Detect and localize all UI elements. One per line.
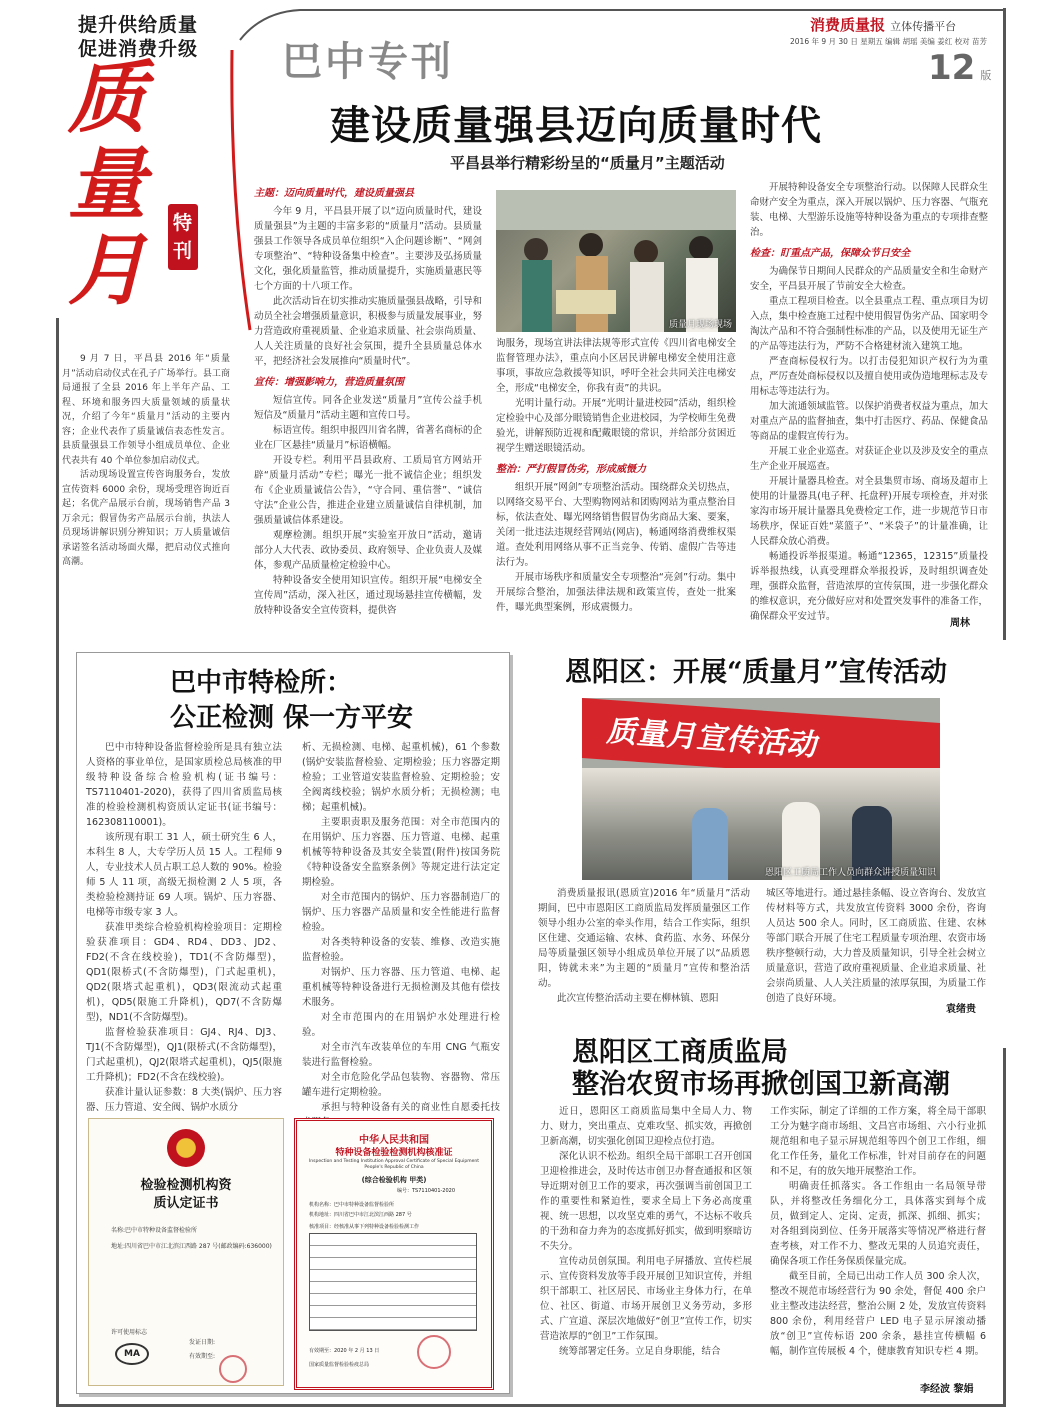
cert1-title: 检验检测机构资质认定证书	[140, 1178, 232, 1211]
enyang2-title-1: 恩阳区工商质监局	[572, 1037, 788, 1068]
bazhong-c1-para-4: 监督检验获准项目：GJ4、RJ4、DJ3、TJ1(不含防爆型)，QJ1(限桥式(不含防爆型)，门式起重机)，QJ2(限塔式起重机)，QJ5(限施工升降机)；FD2(不含在线校验)。	[86, 1027, 282, 1083]
section-head-publicity: 宣传：增强影响力，营造质量氛围	[254, 377, 404, 388]
sec1-para-2: 此次活动旨在切实推动实施质量强县战略，引导和动员全社会增强质量意识，积极参与质量发展事业，努力营造政府重视质量、企业追求质量、社会崇尚质量、人人关注质量的良好社会氛围，提升全县质量总体水平，把经济社会发展推向“质量时代”。	[254, 296, 483, 367]
cert1-line-1: 名称:巴中市特种设备监督检验所	[111, 1227, 198, 1234]
lead-intro-para-1: 9 月 7 日，平昌县 2016 年“质量月”活动启动仪式在孔子广场举行。县工商局通报了全县 2016 年上半年产品、工程、环境和服务四大质量领域的质量状况，介绍了今年“质量月”活动的主要内容；企业代表作了质量诚信表态性发言。县质量强县工作领导小组成员单位、企业代表共有 40 个单位参加启动仪式。	[62, 354, 230, 466]
sec1-para-1: 今年 9 月，平昌县开展了以“迈向质量时代，建设质量强县”为主题的丰富多彩的“质量月”活动。县质量强县工作领导各成员单位组织“入企问题诊断”、“网剑专项整治”、“特种设备集中检查”。主要涉及弘扬质量文化，强化质量监管，推动质量提升，实施质量惠民等七个方面的十八项工作。	[254, 206, 483, 292]
col3-para-1: 询服务，现场宣讲法律法规等形式宣传《四川省电梯安全监督管理办法》，重点向小区居民讲解电梯安全使用注意事项，事故应急救援等知识，呼吁全社会共同关注电梯安全，形成“电梯安全，你我有责”的共识。	[496, 338, 736, 394]
cma-mark-text: MA	[124, 1349, 140, 1359]
enyang2-c1-para-3: 宣传动员创氛围。利用电子屏播放、宣传栏展示、宣传资料发放等手段开展创卫知识宣传，并组织干部职工、社区居民、市场业主身体力行，在单位、社区、街道、市场开展创卫义务劳动，多形式、广宣道、深层次地做好“创卫”宣传工作，切实营造浓厚的“创卫”工作氛围。	[540, 1256, 752, 1342]
enyang-photo-caption: 恩阳区工质局工作人员向群众讲授质量知识	[764, 868, 936, 878]
bazhong-c1-para-1: 巴中市特种设备监督检验所是具有独立法人资格的事业单位，是国家质检总局核准的甲级特种设备综合检验机构(证书编号：TS7110401-2020)，获得了四川省质监局核准的检验检测机构资质认定证书(证书编号：162308110001)。	[86, 742, 282, 828]
cert2-line-1: 机构名称：巴中市特种设备监督检验所	[309, 1202, 395, 1208]
sec2-para-1: 短信宣传。同各企业发送“质量月”宣传公益手机短信及“质量月”活动主题和宣传口号。	[254, 395, 482, 421]
enyang-column-1	[538, 886, 750, 1014]
sec2-para-5: 特种设备安全使用知识宣传。组织开展“电梯安全宣传周”活动，深入社区，通过现场悬挂宣传横幅，发放特种设备安全宣传资料，提供咨	[254, 575, 482, 616]
person-blue-shirt	[692, 808, 728, 880]
cert2-line-4: 有效期至：2020 年 2 月 13 日	[309, 1348, 380, 1354]
enyang-photo	[582, 698, 940, 880]
sec4-para-5: 开展工业企业巡查。对获证企业以及涉及安全的重点生产企业开展巡查。	[750, 446, 988, 472]
enyang-banner-text: 质量月宣传活动	[606, 713, 816, 764]
right-border-line	[1003, 1048, 1006, 1406]
lead-photo	[496, 190, 736, 332]
enyang2-c2-para-3: 截至目前，全局已出动工作人员 300 余人次，整改不规范市场经营行为 90 余处，督促 400 余户业主整改违法经营，整治公厕 2 处，发放宣传资料 800 余份，利用经营户 LED 电子显示屏滚动播放“创卫”宣传标语 200 余条，悬挂宣传横幅 6 幅，制作宣传展板 4 个，健康教育知识专栏 4 期。	[770, 1271, 986, 1357]
bazhong-c2-para-7: 对全市汽车改装单位的车用 CNG 气瓶安装进行监督检验。	[302, 1042, 500, 1068]
lead-intro-para-2: 活动现场设置宣传咨询服务台，发放宣传资料 6000 余份，现场受理咨询近百起；名优产品展示台前，现场销售产品 3 万余元；假冒伪劣产品展示台前，执法人员现场讲解识别分辨知识；万人质量诚信承诺签名活动场面火爆，把启动仪式推向高潮。	[62, 470, 230, 567]
lead-column-2	[496, 336, 736, 628]
cma-mark	[115, 1343, 149, 1365]
cert1-line-5: 有效期至:	[189, 1353, 216, 1360]
enyang2-author: 李经波 黎娟	[920, 1384, 974, 1395]
page-number-unit: 版	[980, 69, 992, 82]
enyang-c2-para-1: 城区等地进行。通过悬挂条幅、设立咨询台、发放宣传材料等方式，共发放宣传资料 3000 余份，咨询人员达 500 余人。同时，区工商质监、住建、农林等部门联合开展了住宅工程质量专项治理、农资市场秩序整顿行动，大力普及质量知识，引导全社会树立质量意识，营造了政府重视质量、企业追求质量、社会崇尚质量、人人关注质量的浓厚氛围，为质量工作创造了良好环境。	[766, 888, 986, 1004]
page-number-value: 12	[928, 48, 976, 88]
sec4-para-3: 严查商标侵权行为。以打击侵犯知识产权行为为重点，严厉查处商标侵权以及擅自使用或伪造地理标志及专用标志等违法行为。	[750, 356, 988, 397]
section-head-inspect: 检查：盯重点产品，保障众节日安全	[750, 248, 910, 259]
enyang2-title-2: 整治农贸市场再掀创国卫新高潮	[572, 1069, 950, 1100]
sec4-para-2: 重点工程项目检查。以全县重点工程、重点项目为切入点，集中检查施工过程中使用假冒伪劣产品、国家明令淘汰产品和不符合强制性标准的产品，以及使用无证生产的产品等违法行为，严防不合格建材流入建筑工地。	[750, 296, 988, 352]
sec2-para-2: 标语宣传。组织申报四川省名牌，省著名商标的企业在厂区悬挂“质量月”标语横幅。	[254, 425, 483, 451]
bazhong-column-1	[86, 740, 282, 1112]
bazhong-title-1: 巴中市特检所：	[170, 668, 353, 698]
cert2-line-5: 国家质量监督检验检疫总局	[309, 1362, 370, 1368]
special-issue-text: 特刊	[173, 212, 193, 262]
lead-column-1	[254, 180, 482, 628]
cert2-type: (综合检验机构 甲类)	[361, 1176, 427, 1184]
national-emblem-icon	[167, 1129, 205, 1167]
bazhong-c1-para-5: 获准计量认证参数：8 大类(锅炉、压力容器、压力管道、安全阀、锅炉水质分	[86, 1087, 282, 1113]
bazhong-c1-para-2: 该所现有职工 31 人，硕士研究生 6 人，本科生 8 人，大专学历人员 15 人。工程师 9 人，专业技术人员占职工总人数的 90%。检验师 5 人 11 项，高级无损检测 2 人 5 项，各类检验检测持证 69 人项。锅炉、压力容器、电梯等市级专家 3 人。	[86, 832, 282, 918]
lead-article-subtitle: 平昌县举行精彩纷呈的“质量月”主题活动	[450, 154, 725, 172]
enyang-c1-para-2: 此次宣传整治活动主要在柳林镇、恩阳	[557, 993, 719, 1004]
sec4-para-6: 开展计量器具检查。对全县集贸市场、商场及超市上使用的计量器具(电子秤、托盘秤)开展专项检查，并对张家沟市场开展计量器具免费检定工作，进一步规范节日市场秩序，保证百姓“菜篮子”、“米袋子”的计量准确，让人民群众放心消费。	[750, 476, 988, 547]
sec3-para-2: 开展市场秩序和质量安全专项整治“亮剑”行动。集中开展综合整治，加强法律法规和政策宣传，查处一批案件，曝光典型案例，形成震慑力。	[496, 572, 736, 613]
slogan-line-1: 提升供给质量	[78, 14, 199, 36]
enyang2-column-1	[540, 1104, 752, 1394]
sec3-para-1: 组织开展“网剑”专项整治活动。围绕群众关切热点，以网络交易平台、大型购物网站和团购网站为重点整治目标，依法查处、曝光网络销售假冒伪劣商品大案、要案，关闭一批违法违规经营网站(网店)，畅通网络消费维权渠道。查处利用网络从事不正当竞争、传销、虚假广告等违法行为。	[496, 482, 736, 568]
bazhong-c2-para-4: 对各类特种设备的安装、维修、改造实施监督检验。	[302, 937, 500, 963]
cert2-table	[309, 1233, 477, 1331]
left-border-line	[56, 318, 59, 1406]
enyang-column-2	[766, 886, 986, 1004]
logo-quality-month: 质量月	[68, 53, 147, 316]
bottom-border-line	[56, 1404, 1006, 1407]
bazhong-column-2	[302, 740, 500, 1112]
enyang2-c1-para-2: 深化认识不松劲。组织全局干部职工召开创国卫迎检推进会，及时传达市创卫办督查通报和区领导近期对创卫工作的要求，再次强调当前创国卫工作的重要性和紧迫性，要求全局上下务必高度重视、统一思想，以攻坚克难的勇气，不达标不收兵的干劲和奋力奔为的态度抓好抓实，做到明察暗访不失分。	[540, 1151, 752, 1252]
cert1-line-2: 地址:四川省巴中市江北滨江西路 287 号(邮政编码:636000)	[111, 1243, 272, 1250]
lead-photo-caption: 质量月现场现场	[668, 320, 732, 330]
brand-suffix: 立体传播平台	[890, 20, 957, 33]
bazhong-c2-para-9: 承担与特种设备有关的商业性自愿委托技	[321, 1102, 500, 1113]
certificate-approval	[294, 1118, 494, 1390]
bazhong-c2-para-1: 析、无损检测、电梯、起重机械)，61 个参数(锅炉安装监督检验、定期检验；压力容器定期检验；工业管道安装监督检验、定期检验；安全阀离线校验；锅炉水质分析；无损检测；电梯；起重机械)。	[302, 742, 500, 813]
cert2-title-2: 特种设备检验检测机构核准证	[335, 1148, 453, 1158]
enyang2-c1-para-4: 统筹部署定任务。立足自身职能，结合	[559, 1346, 721, 1357]
lead-author: 周林	[950, 618, 970, 629]
sec4-para-4: 加大流通领域监管。以保护消费者权益为重点，加大对重点产品的监督抽查，集中打击医疗、药品、保健食品等商品的虚假宣传行为。	[750, 401, 988, 442]
cert1-line-4: 发证日期:	[189, 1339, 216, 1346]
brand-name	[810, 14, 956, 35]
slogan-line-2: 促进消费升级	[78, 38, 199, 60]
bazhong-c2-para-5: 对锅炉、压力容器、压力管道、电梯、起重机械等特种设备进行无损检测及其他有偿技术服务。	[302, 967, 500, 1008]
crowd-illustration	[496, 190, 736, 332]
brand-title: 消费质量报	[810, 16, 886, 34]
enyang-author: 袁绪贵	[946, 1004, 976, 1015]
cert2-number: 编号：TS7110401-2020	[397, 1188, 456, 1194]
cert2-title-1: 中华人民共和国	[359, 1135, 429, 1146]
certificate-accreditation	[88, 1118, 284, 1386]
lead-intro	[62, 352, 230, 602]
enyang2-c2-para-2: 明确责任抓落实。各工作组由一名局领导带队，并将整改任务细化分工，具体落实到每个成员，做到定人、定岗、定责，抓深、抓细、抓实；对各组到岗到位、任务开展落实等情况严格进行督查考核，对工作不力、整改无果的人员追究责任，确保各项工作任务保质保量完成。	[770, 1181, 986, 1267]
sec4-para-7: 畅通投诉举报渠道。畅通“12365，12315”质量投诉举报热线，认真受理群众举报投诉，及时组织调查处理，强群众监督，营造浓厚的宣传氛围，进一步强化群众的维权意识，充分做好应对和处置突发事件的准备工作，确保群众平安过节。	[750, 551, 988, 622]
bazhong-c2-para-6: 对全市范围内的在用锅炉水处理进行检验。	[302, 1012, 500, 1038]
date-line: 2016 年 9 月 30 日 星期五 编辑 胡瑶 美编 姜红 校对 苗芳	[790, 37, 988, 46]
cert1-line-3: 许可使用标志	[111, 1329, 148, 1336]
section-head-theme: 主题：迈向质量时代，建设质量强县	[254, 188, 414, 199]
sec2-para-3: 开设专栏。利用平昌县政府、工质局官方网站开辟“质量月活动”专栏；曝光一批不诚信企业；组织发布《企业质量诚信公告》，“守合同、重信誉”、“诚信守法”企业公告，推进企业建立质量诚信自律机制，加强质量诚信体系建设。	[254, 455, 482, 526]
cert2-title-3: Inspection and Testing Institution Approval Certificate of Special Equipment People's Republic of China	[308, 1159, 480, 1170]
bazhong-c2-para-8: 对全市危险化学品包装物、容器物、常压罐车进行定期检验。	[302, 1072, 500, 1098]
sec4-para-1: 为确保节日期间人民群众的产品质量安全和生命财产安全，平昌县开展了节前安全大检查。	[750, 266, 988, 292]
section-name: 巴中专刊	[282, 38, 454, 85]
col3-para-2: 光明计量行动。开展“光明计量进校园”活动，组织检定检验中心及部分眼镜销售企业进校园，为学校师生免费验光，讲解预防近视和配戴眼镜的常识，并给部分贫困近视学生赠送眼镜活动。	[496, 398, 736, 454]
cert2-line-3: 核准项目：经核准从事下列特种设备检验检测工作	[309, 1224, 420, 1230]
enyang2-c2-para-1: 工作实际，制定了详细的工作方案，将全局干部职工分为魅字商市场组、文昌宫市场组、六小行业抓规范组和电子显示屏规范组等四个创卫工作组，细化工作任务，量化工作标准，针对目前存在的问题和不足，有的放矢地开展整治工作。	[770, 1106, 986, 1177]
sec2-para-4: 观摩检测。组织开展“实验室开放日”活动，邀请部分人大代表、政协委员、政府领导、企业负责人及媒体，参观产品质量检定检验中心。	[254, 530, 483, 571]
cert2-seal	[417, 1335, 451, 1369]
enyang-title: 恩阳区：开展“质量月”宣传活动	[565, 657, 948, 688]
section-head-rectify: 整治：严打假冒伪劣，形成威慑力	[496, 464, 646, 475]
bazhong-title-2: 公正检测 保一方平安	[170, 703, 414, 733]
lead-column-3	[750, 180, 988, 630]
cert1-seal	[219, 1355, 247, 1383]
cert2-line-2: 机构地址：四川省巴中市江北滨江西路 287 号	[309, 1212, 412, 1218]
enyang2-c1-para-1: 近日，恩阳区工商质监局集中全局人力、物力、财力，突出重点、克难攻坚、抓实效，再掀创卫新高潮，切实强化创国卫迎检点位打造。	[540, 1106, 752, 1147]
col4-para-1: 开展特种设备安全专项整治行动。以保障人民群众生命财产安全为重点，深入开展以锅炉、压力容器、气瓶充装、电梯、大型游乐设施等特种设备为重点的专项排查整治。	[750, 182, 988, 238]
enyang2-column-2	[770, 1104, 986, 1380]
bazhong-c1-para-3: 获准甲类综合检验机构检验项目：定期检验获准项目：GD4、RD4、DD3、JD2、FD2(不含在线校验)，TD1(不含防爆型)，QD1(限桥式(不含防爆型)，门式起重机)，QD2(限塔式起重机)，QD3(限流动式起重机)，QD5(限施工升降机)，QD7(不含防爆型)，ND1(不含防爆型)。	[86, 922, 282, 1023]
bazhong-c2-para-2: 主要职责职及服务范围：对全市范围内的在用锅炉、压力容器、压力管道、电梯、起重机械等特种设备及其安全装置(附件)按国务院《特种设备安全监察条例》等规定进行法定定期检验。	[302, 817, 500, 888]
lead-article-title: 建设质量强县迈向质量时代	[330, 102, 822, 149]
bazhong-c2-para-3: 对全市范围内的锅炉、压力容器制造厂的锅炉、压力容器产品质量和安全性能进行监督检验。	[302, 892, 500, 933]
enyang-c1-para-1: 消费质量报讯(恩质宣)2016 年“质量月”活动期间，巴中市恩阳区工商质监局发挥质量强区工作领导小组办公室的牵头作用，结合工作实际，组织区住建、交通运输、农林、食药监、水务、环保分局等质量强区领导小组成员单位开展了以“品质恩阳，铸就未来”为主题的“质量月”宣传和整治活动。	[538, 888, 750, 989]
page-number	[928, 48, 991, 88]
